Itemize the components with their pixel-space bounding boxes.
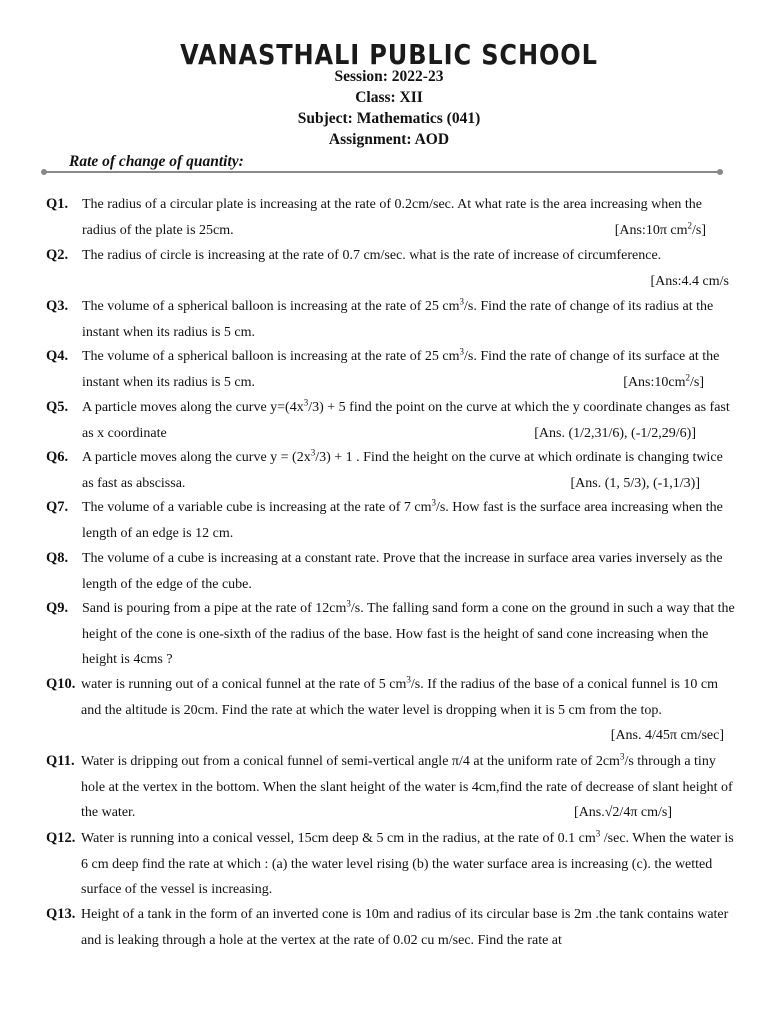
question-number: Q10. <box>46 676 76 692</box>
question-6: Q6. A particle moves along the curve $y = (2x^3/3) + 1$ . Find the height on the curve at which ordinate is changing twice as fast as abscissa. [Ans. (1, 5/3), (-1,1/3)] <box>46 445 736 496</box>
question-text: Height of a tank in the form of an inverted cone is 10m and radius of its circular base is 2m .the tank contains water and is leaking through a hole at the vertex at the rate of 0.02 cu m/sec. Find the rate at <box>81 907 729 948</box>
question-number: Q11. <box>46 753 75 769</box>
answer: [Ans:4.4 cm/s <box>650 273 729 289</box>
question-number: Q8. <box>46 550 69 566</box>
question-number: Q2. <box>46 247 69 263</box>
question-text: The volume of a spherical balloon is increasing at the rate of 25 cm <box>82 349 460 364</box>
question-1 <box>46 192 736 243</box>
question-text: The volume of a spherical balloon is increasing at the rate of 25 cm <box>82 299 460 314</box>
topic-heading: Rate of change of quantity: <box>69 153 244 170</box>
question-text: Water is dripping out from a conical funnel of semi-vertical angle π/4 at the uniform rate of 2cm <box>81 754 620 769</box>
question-number: Q6. <box>46 449 69 465</box>
answer: [Ans:10π $cm^2/s$] <box>614 219 706 238</box>
answer: [Ans. (1, 5/3), (-1,1/3)] <box>570 475 700 491</box>
question-text: Sand is pouring from a pipe at the rate of 12cm <box>82 601 347 616</box>
question-number: Q13. <box>46 906 76 922</box>
question-text: water is running out of a conical funnel at the rate of 5 cm <box>81 677 407 692</box>
question-2 <box>46 243 736 294</box>
question-number: Q3. <box>46 298 69 314</box>
question-8 <box>46 546 736 597</box>
class-line: Class: XII <box>355 89 423 106</box>
question-text: A particle moves along the curve y = (2x <box>82 450 311 465</box>
question-text: The volume of a variable cube is increasing at the rate of 7 cm <box>82 500 432 515</box>
question-number: Q1. <box>46 196 69 212</box>
question-text: The volume of a cube is increasing at a constant rate. Prove that the increase in surface area varies inversely as the length of the edge of the cube. <box>82 551 723 592</box>
question-number: Q12. <box>46 830 76 846</box>
question-3: Q3. The volume of a spherical balloon is increasing at the rate of 25 $cm^3/s$. Find the rate of change of its radius at the instant when its radius is 5 cm. <box>46 294 736 345</box>
question-number: Q4. <box>46 348 69 364</box>
session-line: Session: 2022-23 <box>334 68 444 85</box>
question-text: The radius of a circular plate is increasing at the rate of 0.2cm/sec. At what rate is the area increasing when the radius of the plate is 25cm. <box>82 197 703 238</box>
answer: [Ans. (1/2,31/6), (-1/2,29/6)] <box>534 425 696 441</box>
answer: [Ans.√2/4π cm/s] <box>574 805 672 820</box>
header-divider <box>44 171 720 173</box>
question-text: The radius of circle is increasing at the rate of 0.7 cm/sec. what is the rate of increase of circumference. <box>82 248 662 263</box>
question-12: Q12. Water is running into a conical vessel, 15cm deep & 5 cm in the radius, at the rate of 0.1 $cm^3$ /sec. When the water is 6 cm deep find the rate at which : (a) the water level rising (b) the water surface area is increasing (c). the wetted surface of the vessel is increasing. <box>46 826 736 903</box>
question-13 <box>46 902 736 953</box>
question-9: Q9. Sand is pouring from a pipe at the rate of $12cm^3/s$. The falling sand form a cone on the ground in such a way that the height of the cone is one-sixth of the radius of the base. How fast is the height of sand cone increasing when the height is 4cms ? <box>46 596 736 673</box>
question-number: Q5. <box>46 399 69 415</box>
question-10: Q10. water is running out of a conical funnel at the rate of 5 $cm^3/s$. If the radius of the base of a conical funnel is 10 cm and the altitude is 20cm. Find the rate at which the water level is dropping when it is 5 cm from the top. [Ans. 4/45π cm/sec] <box>46 672 736 749</box>
question-11: Q11. Water is dripping out from a conical funnel of semi-vertical angle π/4 at the uniform rate of $2cm^3/s$ through a tiny hole at the vertex in the bottom. When the slant height of the water is 4cm,find the rate of decrease of slant height of the water. [Ans.√2/4π cm/s] <box>46 749 736 826</box>
question-text: Water is running into a conical vessel, 15cm deep & 5 cm in the radius, at the rate of 0.1 cm <box>81 831 596 846</box>
question-number: Q9. <box>46 600 69 616</box>
assignment-line: Assignment: AOD <box>328 131 450 148</box>
school-name: VANASTHALI PUBLIC SCHOOL <box>180 38 598 71</box>
answer: $[Ans:10cm^2/s]$ <box>623 371 704 390</box>
question-text: A particle moves along the curve y=(4x <box>82 400 304 415</box>
question-4: Q4. The volume of a spherical balloon is increasing at the rate of 25 $cm^3/s$. Find the rate of change of its surface at the instant when its radius is 5 cm. $[Ans:10cm^2/s]$ <box>46 344 736 395</box>
question-number: Q7. <box>46 499 69 515</box>
answer: [Ans. 4/45π cm/sec] <box>610 728 724 743</box>
question-5: Q5. A particle moves along the curve $y=(4x^3/3) + 5$ find the point on the curve at which the y coordinate changes as fast as x coordinate [Ans. (1/2,31/6), (-1/2,29/6)] <box>46 395 736 446</box>
question-7: Q7. The volume of a variable cube is increasing at the rate of 7 $cm^3/s$. How fast is the surface area increasing when the length of an edge is 12 cm. <box>46 495 736 546</box>
subject-line: Subject: Mathematics (041) <box>297 110 481 127</box>
